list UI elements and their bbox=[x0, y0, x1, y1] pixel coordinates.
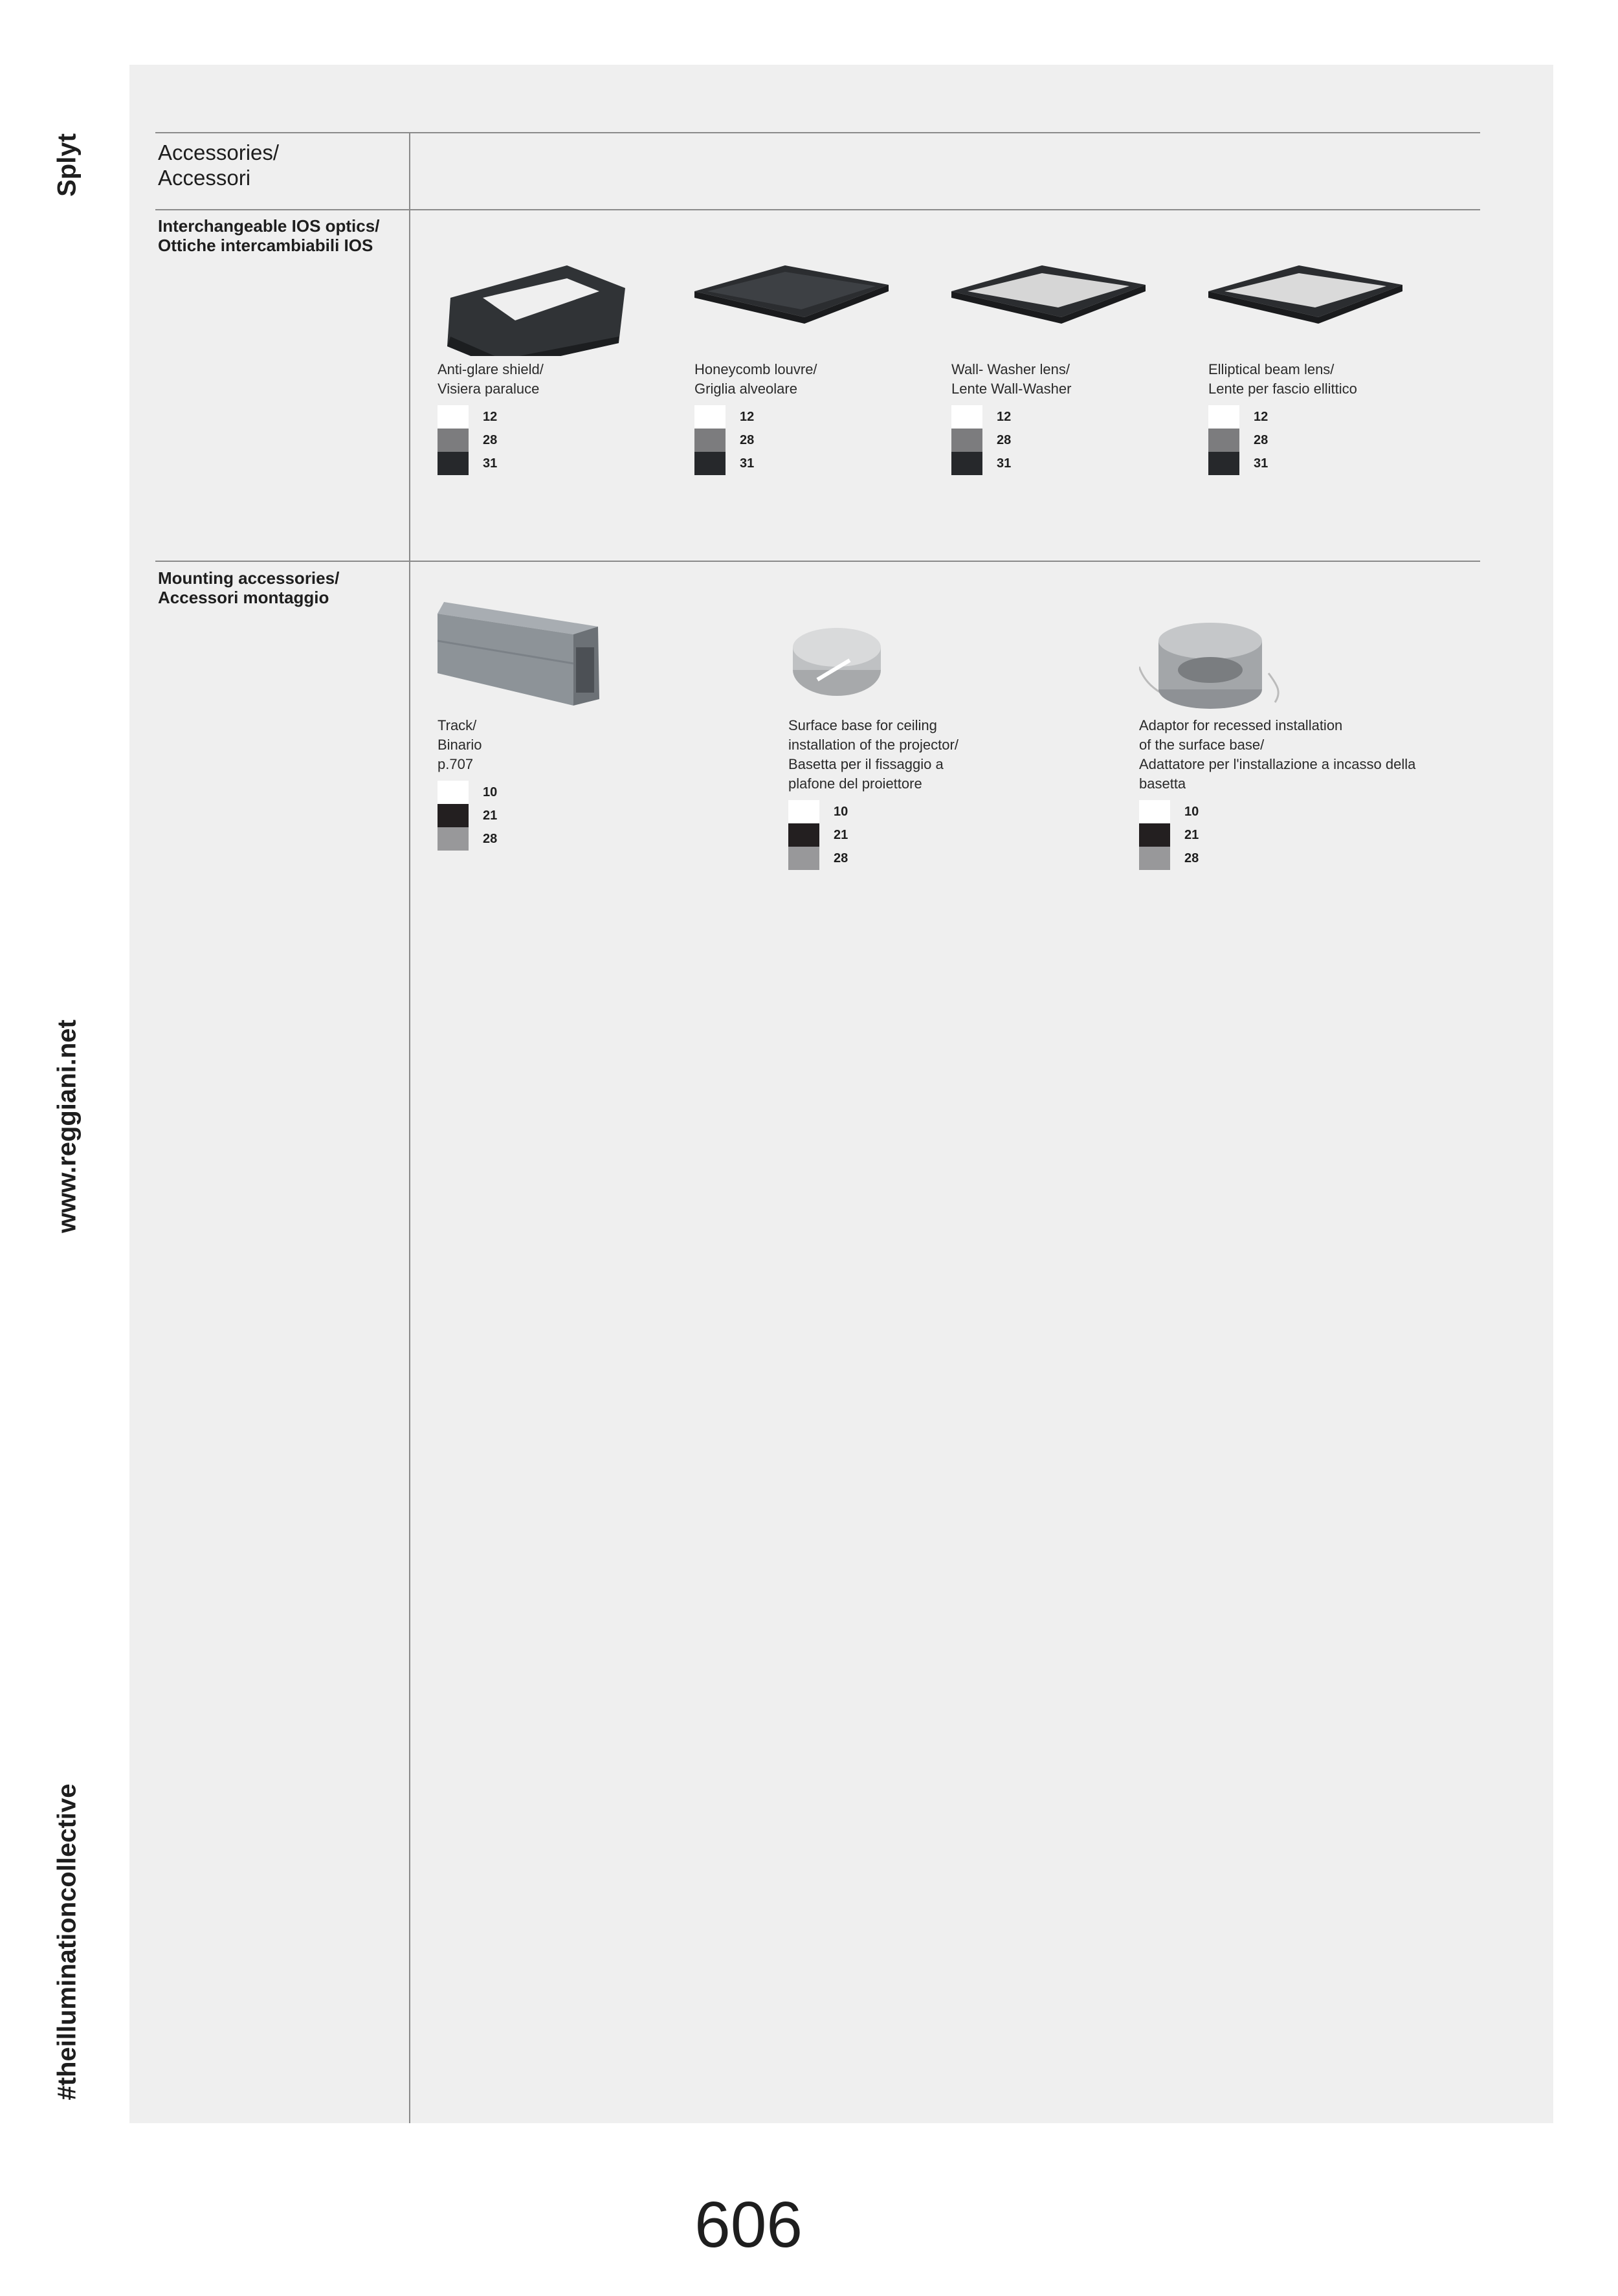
surface-base-image bbox=[788, 596, 982, 712]
color-code: 28 bbox=[997, 432, 1012, 447]
caption-line: Adattatore per l'installazione a incasso della bbox=[1139, 756, 1416, 772]
caption-line: Visiera paraluce bbox=[438, 381, 540, 397]
elliptical-beam-lens-image bbox=[1208, 240, 1402, 356]
color-chip bbox=[951, 452, 982, 475]
caption-line: installation of the projector/ bbox=[788, 737, 959, 753]
color-chip bbox=[438, 429, 469, 452]
optics-item-anti-glare[interactable] bbox=[438, 240, 632, 475]
swatch-row bbox=[1208, 429, 1402, 452]
website-side-label[interactable]: www.reggiani.net bbox=[52, 1020, 82, 1233]
color-chip bbox=[438, 405, 469, 429]
divider-section bbox=[155, 209, 1480, 210]
swatch-row bbox=[951, 405, 1146, 429]
swatch-row bbox=[1139, 823, 1415, 847]
divider-mounting bbox=[155, 561, 1480, 562]
color-chip bbox=[788, 847, 819, 870]
anti-glare-shield-image bbox=[438, 240, 632, 356]
color-chip bbox=[438, 827, 469, 851]
optics-caption-2 bbox=[951, 360, 1146, 399]
caption-line: Anti-glare shield/ bbox=[438, 361, 544, 377]
color-code: 10 bbox=[834, 804, 848, 819]
caption-line: Griglia alveolare bbox=[694, 381, 797, 397]
mounting-item-track[interactable] bbox=[438, 596, 632, 851]
color-chip bbox=[1208, 452, 1239, 475]
color-code: 28 bbox=[483, 831, 498, 846]
page-number-text: 606 bbox=[694, 2189, 803, 2261]
section-title-it: Accessori bbox=[158, 166, 251, 190]
honeycomb-louvre-image bbox=[694, 240, 889, 356]
color-swatches bbox=[438, 781, 632, 851]
color-swatches bbox=[1139, 800, 1415, 870]
color-chip bbox=[694, 405, 726, 429]
swatch-row bbox=[1139, 800, 1415, 823]
color-code: 21 bbox=[1184, 827, 1199, 842]
color-swatches bbox=[951, 405, 1146, 475]
mounting-caption-0 bbox=[438, 716, 632, 774]
caption-line: Track/ bbox=[438, 717, 477, 733]
swatch-row bbox=[438, 452, 632, 475]
swatch-row bbox=[438, 804, 632, 827]
swatch-row bbox=[694, 405, 889, 429]
color-chip bbox=[951, 429, 982, 452]
color-code: 28 bbox=[740, 432, 755, 447]
optics-caption-3 bbox=[1208, 360, 1402, 399]
caption-line: Honeycomb louvre/ bbox=[694, 361, 817, 377]
color-chip bbox=[438, 804, 469, 827]
optics-title-it: Ottiche intercambiabili IOS bbox=[158, 236, 373, 255]
swatch-row bbox=[438, 781, 632, 804]
color-chip bbox=[788, 823, 819, 847]
column-divider bbox=[409, 132, 410, 2123]
color-chip bbox=[694, 429, 726, 452]
color-code: 10 bbox=[1184, 804, 1199, 819]
swatch-row bbox=[788, 823, 982, 847]
caption-line: p.707 bbox=[438, 756, 474, 772]
caption-line: basetta bbox=[1139, 775, 1186, 792]
optics-title-en: Interchangeable IOS optics/ bbox=[158, 216, 380, 236]
color-chip bbox=[438, 452, 469, 475]
optics-item-elliptical[interactable] bbox=[1208, 240, 1402, 475]
color-code: 28 bbox=[834, 851, 848, 865]
color-swatches bbox=[694, 405, 889, 475]
swatch-row bbox=[1139, 847, 1415, 870]
optics-item-honeycomb[interactable] bbox=[694, 240, 889, 475]
optics-item-wall-washer[interactable] bbox=[951, 240, 1146, 475]
swatch-row bbox=[438, 405, 632, 429]
mounting-title bbox=[158, 568, 339, 607]
swatch-row bbox=[951, 429, 1146, 452]
color-code: 28 bbox=[1184, 851, 1199, 865]
color-chip bbox=[694, 452, 726, 475]
optics-title bbox=[158, 216, 379, 255]
caption-line: Wall- Washer lens/ bbox=[951, 361, 1070, 377]
hashtag-side-label: #theilluminationcollective bbox=[52, 1783, 82, 2101]
caption-line: Elliptical beam lens/ bbox=[1208, 361, 1335, 377]
optics-caption-1 bbox=[694, 360, 889, 399]
track-image bbox=[438, 596, 632, 712]
color-code: 31 bbox=[483, 456, 498, 471]
color-code: 28 bbox=[1254, 432, 1269, 447]
color-swatches bbox=[1208, 405, 1402, 475]
color-chip bbox=[951, 405, 982, 429]
swatch-row bbox=[694, 429, 889, 452]
recessed-adaptor-image bbox=[1139, 596, 1333, 712]
color-chip bbox=[1139, 800, 1170, 823]
caption-line: Lente per fascio ellittico bbox=[1208, 381, 1357, 397]
caption-line: Adaptor for recessed installation bbox=[1139, 717, 1343, 733]
color-chip bbox=[1139, 847, 1170, 870]
mounting-caption-2 bbox=[1139, 716, 1415, 794]
swatch-row bbox=[1208, 452, 1402, 475]
swatch-row bbox=[788, 800, 982, 823]
color-code: 31 bbox=[740, 456, 755, 471]
color-chip bbox=[788, 800, 819, 823]
swatch-row bbox=[951, 452, 1146, 475]
color-swatches bbox=[788, 800, 982, 870]
caption-line: Binario bbox=[438, 737, 482, 753]
content-panel bbox=[129, 65, 1553, 2123]
swatch-row bbox=[788, 847, 982, 870]
caption-line: Basetta per il fissaggio a bbox=[788, 756, 944, 772]
mounting-title-en: Mounting accessories/ bbox=[158, 568, 340, 588]
section-title-en: Accessories/ bbox=[158, 140, 280, 164]
color-code: 31 bbox=[997, 456, 1012, 471]
color-code: 21 bbox=[834, 827, 848, 842]
color-chip bbox=[1208, 405, 1239, 429]
color-swatches bbox=[438, 405, 632, 475]
color-code: 12 bbox=[997, 409, 1012, 424]
color-code: 12 bbox=[1254, 409, 1269, 424]
swatch-row bbox=[694, 452, 889, 475]
optics-caption-0 bbox=[438, 360, 632, 399]
mounting-caption-1 bbox=[788, 716, 982, 794]
caption-line: Surface base for ceiling bbox=[788, 717, 937, 733]
divider-top bbox=[155, 132, 1480, 133]
color-code: 31 bbox=[1254, 456, 1269, 471]
caption-line: plafone del proiettore bbox=[788, 775, 922, 792]
swatch-row bbox=[1208, 405, 1402, 429]
color-code: 12 bbox=[483, 409, 498, 424]
mounting-title-it: Accessori montaggio bbox=[158, 588, 329, 607]
swatch-row bbox=[438, 827, 632, 851]
color-chip bbox=[438, 781, 469, 804]
swatch-row bbox=[438, 429, 632, 452]
wall-washer-lens-image bbox=[951, 240, 1146, 356]
caption-line: Lente Wall-Washer bbox=[951, 381, 1072, 397]
brand-side-label: Splyt bbox=[52, 133, 82, 197]
color-code: 10 bbox=[483, 785, 498, 799]
color-code: 28 bbox=[483, 432, 498, 447]
color-code: 12 bbox=[740, 409, 755, 424]
mounting-item-adaptor[interactable] bbox=[1139, 596, 1415, 870]
color-chip bbox=[1208, 429, 1239, 452]
mounting-item-surface-base[interactable] bbox=[788, 596, 982, 870]
section-title bbox=[158, 140, 279, 190]
color-code: 21 bbox=[483, 808, 498, 823]
caption-line: of the surface base/ bbox=[1139, 737, 1265, 753]
color-chip bbox=[1139, 823, 1170, 847]
